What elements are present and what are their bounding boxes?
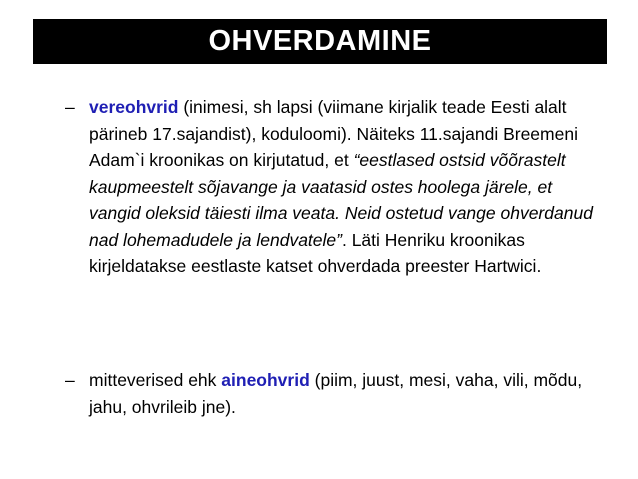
title-bar — [33, 19, 607, 64]
keyword-aineohvrid: aineohvrid — [221, 370, 310, 390]
slide-title: OHVERDAMINE — [208, 25, 432, 57]
bullet-item-vereohvrid — [65, 94, 605, 280]
bullet-text: mitteverised ehk — [89, 370, 222, 390]
bullet-text: (piim, juust, mesi, vaha, vili, mõdu, jahu, ohvrileib jne). — [89, 370, 583, 417]
bullet-text: (inimesi, sh lapsi (viimane kirjalik teade Eesti alalt pärineb 17.sajandist), koduloomi). Näiteks 11.sajandi Breemeni Adam`i kroonikas on kirjutatud, et — [89, 97, 578, 170]
bullet-body — [89, 367, 605, 420]
bullet-body — [89, 94, 605, 280]
bullet-dash-marker: – — [65, 97, 75, 117]
keyword-vereohvrid: vereohvrid — [89, 97, 179, 117]
chronicle-quote: “eestlased ostsid võõrastelt kaupmeestelt sõjavange ja vaatasid ostes hoolega järele, et vangid oleksid täiesti ilma veata. Neid ostetud vange ohverdanud nad lohemadudele ja lendvatele” — [89, 150, 593, 250]
bullet-text: . Läti Henriku kroonikas kirjeldatakse eestlaste katset ohverdada preester Hartwici. — [89, 229, 542, 276]
bullet-dash-marker: – — [65, 370, 75, 390]
bullet-item-aineohvrid — [65, 367, 605, 420]
